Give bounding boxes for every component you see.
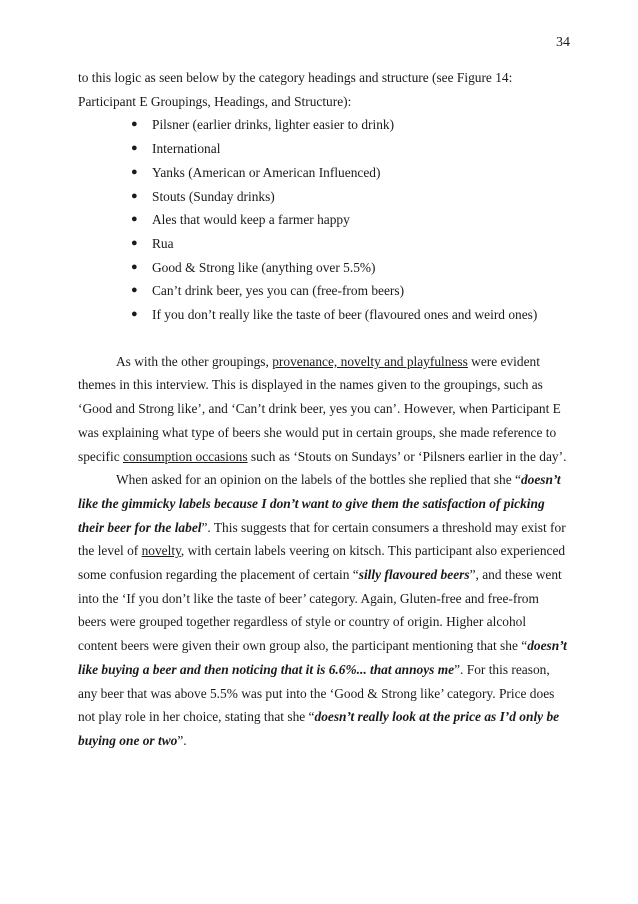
text-run: As with the other groupings, xyxy=(116,353,273,369)
text-run: were evident themes in this interview. This is displayed in the names given to the groupings, such as ‘Good and Strong like’, and ‘Can’t drink beer, yes you can’. However, when Participant E was explaining what type of beers she would put in certain groups, she made reference to specific xyxy=(78,353,561,464)
quote-text: silly flavoured beers xyxy=(358,567,470,583)
list-item xyxy=(118,303,568,327)
list-item-text: International xyxy=(152,141,221,157)
underlined-text: consumption occasions xyxy=(122,448,248,464)
list-item xyxy=(118,232,568,256)
text-run: ”, and these went into the ‘If you don’t like the taste of beer’ category. Again, Gluten-free and free-from beers were grouped together regardless of style or country of origin. Higher alcohol content beers were given their own group also, the participant mentioning that she “ xyxy=(78,567,562,654)
bullet-icon: ● xyxy=(131,189,138,202)
list-item-text: Ales that would keep a farmer happy xyxy=(152,212,350,228)
list-item-text: Can’t drink beer, yes you can (free-from beers) xyxy=(152,283,405,299)
bullet-icon: ● xyxy=(131,118,138,131)
bullet-icon: ● xyxy=(131,308,138,321)
bullet-icon: ● xyxy=(131,213,138,226)
list-item xyxy=(118,113,568,137)
list-item-text: Rua xyxy=(152,235,174,251)
list-item xyxy=(118,161,568,185)
text-run: ”. This suggests that for certain consumers a threshold may exist for the level of xyxy=(78,519,566,559)
paragraph-gap xyxy=(78,327,568,350)
list-item xyxy=(118,185,568,209)
quote-text: doesn’t really look at the price as I’d only be buying one or two xyxy=(78,709,560,748)
body-paragraph xyxy=(78,350,568,469)
text-run: ”. xyxy=(177,732,187,748)
text-run: ”. For this reason, any beer that was above 5.5% was put into the ‘Good & Strong like’ category. Price does not play role in her choice, stating that she “ xyxy=(78,661,555,725)
body-paragraph xyxy=(78,468,568,752)
bullet-icon: ● xyxy=(131,142,138,155)
list-item-text: If you don’t really like the taste of beer (flavoured ones and weird ones) xyxy=(152,307,538,323)
page-content xyxy=(78,66,568,753)
intro-paragraph: to this logic as seen below by the category headings and structure (see Figure 14: Participant E Groupings, Headings, and Structure): xyxy=(78,70,513,109)
list-item xyxy=(118,137,568,161)
underlined-text: provenance, novelty and playfulness xyxy=(272,353,468,369)
page-number: 34 xyxy=(556,35,570,50)
quote-text: doesn’t like the gimmicky labels because I don’t want to give them the satisfaction of picking their beer for the label xyxy=(78,472,561,535)
category-list xyxy=(78,113,568,326)
list-item xyxy=(118,279,568,303)
text-run: such as ‘Stouts on Sundays’ or ‘Pilsners earlier in the day’. xyxy=(247,448,567,464)
list-item xyxy=(118,256,568,280)
bullet-icon: ● xyxy=(131,260,138,273)
quote-text: doesn’t like buying a beer and then noticing that it is 6.6%... that annoys me xyxy=(78,638,567,677)
bullet-icon: ● xyxy=(131,284,138,297)
underlined-text: novelty xyxy=(141,543,181,559)
list-item-text: Good & Strong like (anything over 5.5%) xyxy=(152,259,376,275)
list-item-text: Pilsner (earlier drinks, lighter easier to drink) xyxy=(152,117,395,133)
bullet-icon: ● xyxy=(131,236,138,249)
bullet-icon: ● xyxy=(131,165,138,178)
text-run: When asked for an opinion on the labels of the bottles she replied that she “ xyxy=(116,472,521,488)
list-item-text: Stouts (Sunday drinks) xyxy=(152,188,275,204)
list-item xyxy=(118,208,568,232)
list-item-text: Yanks (American or American Influenced) xyxy=(152,164,381,180)
text-run: , with certain labels veering on kitsch. This participant also experienced some confusion regarding the placement of certain “ xyxy=(78,543,566,583)
